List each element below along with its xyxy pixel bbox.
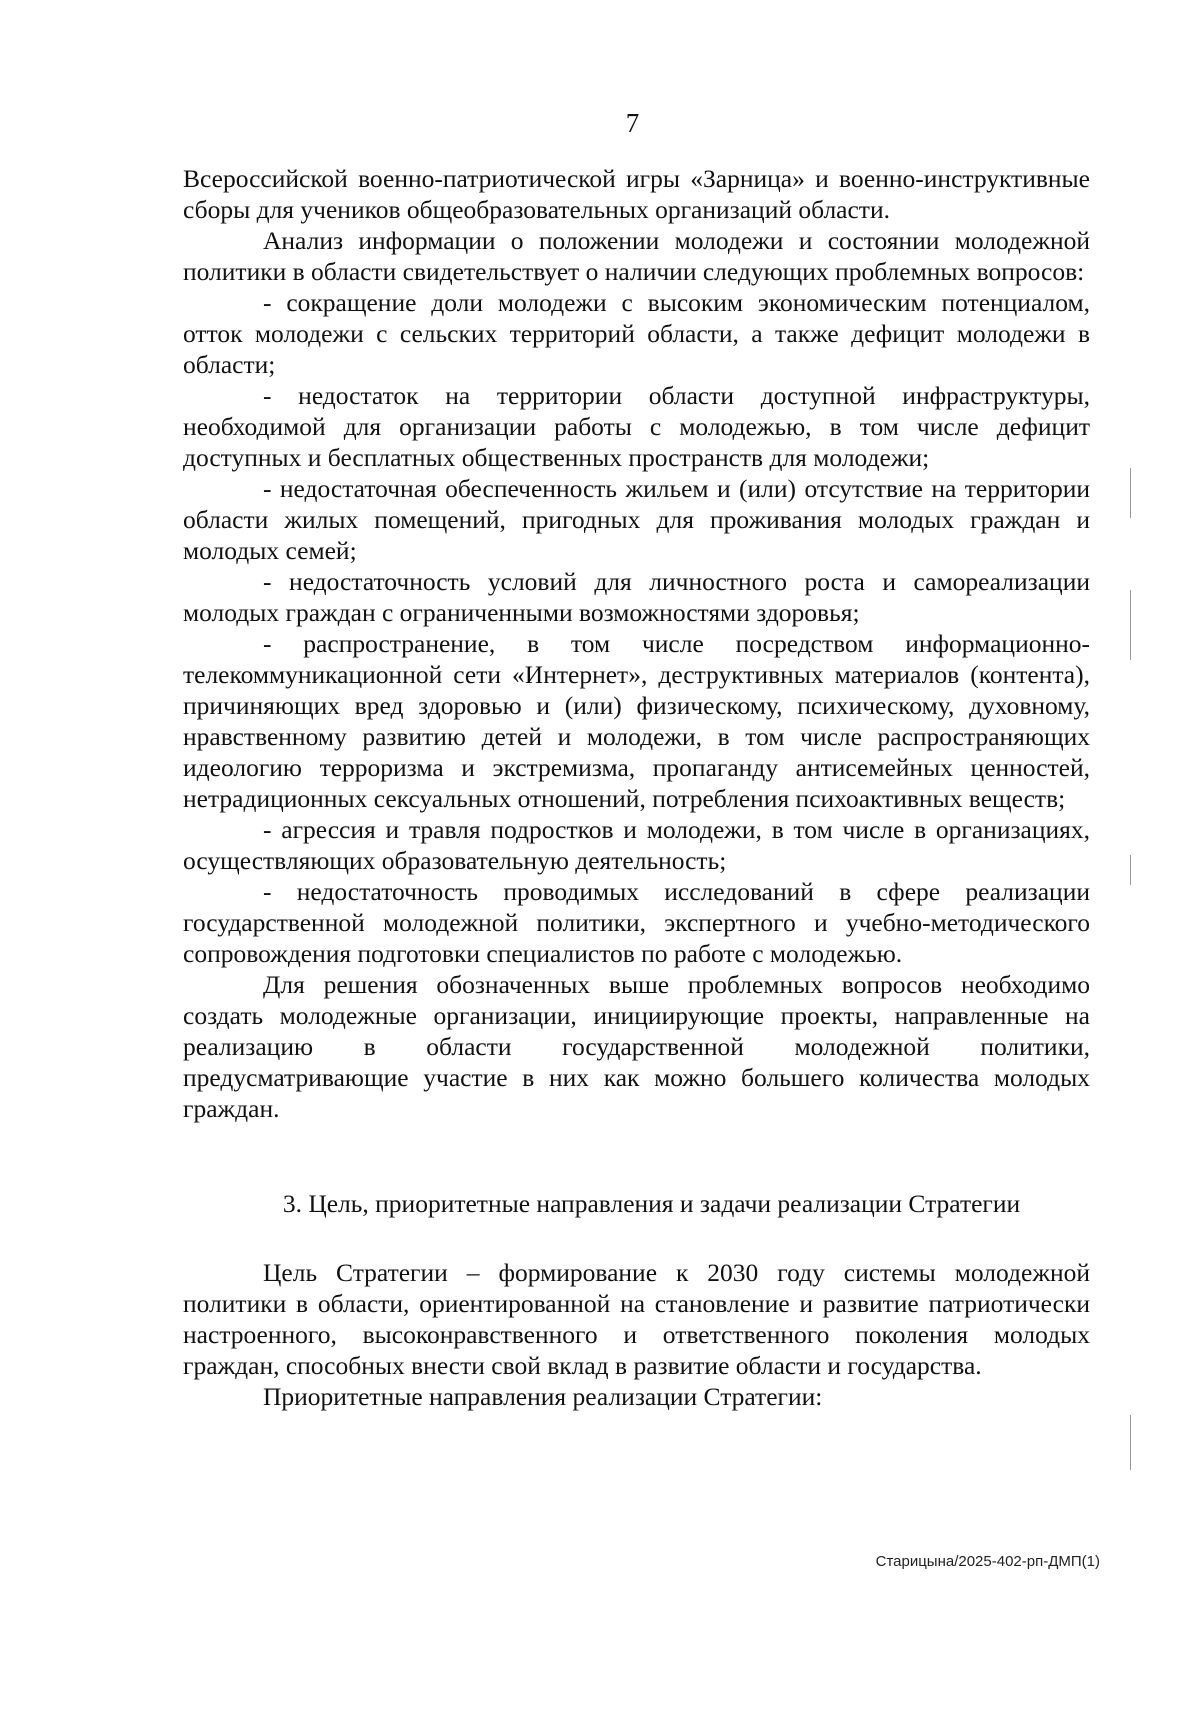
list-item-youth-share: - сокращение доли молодежи с высоким экономическим потенциалом, отток молодежи с сельских территорий области, а также дефицит молодежи в области; xyxy=(183,288,1090,379)
list-item-housing: - недостаточная обеспеченность жильем и (или) отсутствие на территории области жилых помещений, пригодных для проживания молодых граждан и молодых семей; xyxy=(183,474,1090,565)
paragraph-priority-directions: Приоритетные направления реализации Стратегии: xyxy=(263,1382,823,1411)
page-number: 7 xyxy=(625,108,640,138)
list-item-disabilities: - недостаточность условий для личностного роста и самореализации молодых граждан с ограниченными возможностями здоровья; xyxy=(183,567,1090,627)
document-code: Старицына/2025-402-рп-ДМП(1) xyxy=(875,1553,1100,1570)
list-item-destructive-content: - распространение, в том числе посредством информационно-телекоммуникационной сети «Интернет», деструктивных материалов (контента), причиняющих вред здоровью и (или) физическому, психическому, духовному, нравственному развитию детей и молодежи, в том числе распространяющих идеологию терроризма и экстремизма, пропаганду антисемейных ценностей, нетрадиционных сексуальных отношений, потребления психоактивных веществ; xyxy=(183,629,1090,813)
list-item-bullying: - агрессия и травля подростков и молодежи, в том числе в организациях, осуществляющих образовательную деятельность; xyxy=(183,815,1090,875)
list-item-research: - недостаточность проводимых исследований в сфере реализации государственной молодежной политики, экспертного и учебно-методического сопровождения подготовки специалистов по работе с молодежью. xyxy=(183,877,1090,968)
paragraph-strategy-goal: Цель Стратегии – формирование к 2030 году системы молодежной политики в области, ориентированной на становление и развитие патриотически настроенного, высоконравственного и ответственного поколения молодых граждан, способных внести свой вклад в развитие области и государства. xyxy=(183,1258,1090,1380)
scan-artifact-line xyxy=(1130,590,1131,660)
paragraph-solution: Для решения обозначенных выше проблемных вопросов необходимо создать молодежные организации, инициирующие проекты, направленные на реализацию в области государственной молодежной политики, предусматривающие участие в них как можно большего количества молодых граждан. xyxy=(183,970,1090,1123)
scan-artifact-line xyxy=(1130,855,1131,885)
scan-artifact-line xyxy=(1130,1415,1131,1470)
section-heading: 3. Цель, приоритетные направления и задачи реализации Стратегии xyxy=(282,1189,1021,1218)
document-body xyxy=(183,163,1090,1412)
paragraph-continuation: Всероссийской военно-патриотической игры «Зарница» и военно-инструктивные сборы для учеников общеобразовательных организаций области. xyxy=(183,164,1090,224)
list-item-infrastructure: - недостаток на территории области доступной инфраструктуры, необходимой для организации работы с молодежью, в том числе дефицит доступных и бесплатных общественных пространств для молодежи; xyxy=(183,381,1090,472)
paragraph-analysis: Анализ информации о положении молодежи и состоянии молодежной политики в области свидетельствует о наличии следующих проблемных вопросов: xyxy=(183,226,1090,286)
scan-artifact-line xyxy=(1130,468,1131,518)
